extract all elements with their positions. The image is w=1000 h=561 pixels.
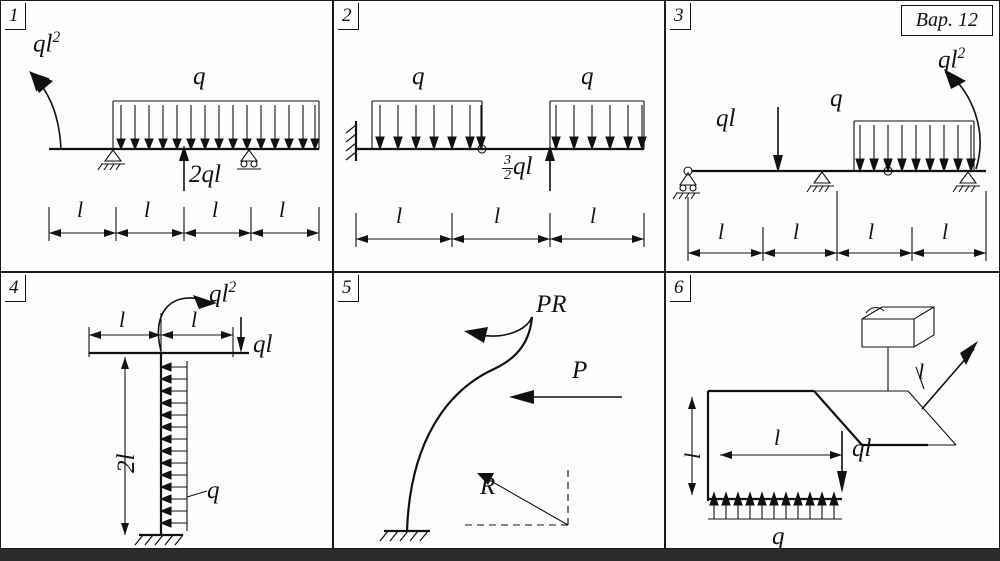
moment-label: $ql^2$ (938, 45, 966, 74)
panel-1 (0, 0, 333, 272)
panel-number: 1 (5, 3, 26, 30)
dim-label-2: l (793, 219, 800, 244)
load-q-right-label: q (581, 63, 594, 90)
dim-label-1: l (718, 219, 725, 244)
load-q-label: q (193, 63, 206, 90)
force-p-label: P (572, 357, 588, 384)
panel-number: 5 (338, 275, 359, 302)
panel-number: 4 (5, 275, 26, 302)
dim-label-1: l (77, 197, 84, 222)
panel-6 (665, 272, 1000, 549)
radius-label: R (480, 473, 496, 500)
panel-2 (333, 0, 665, 272)
dim-label-4: l (279, 197, 286, 222)
dim-horiz-label: l (774, 425, 781, 450)
bottom-bar (0, 549, 1000, 561)
dim-label-2: l (144, 197, 151, 222)
panel-number: 3 (670, 3, 691, 30)
force-ql-label: ql (716, 105, 736, 132)
moment-label: $ql^2$ (209, 279, 237, 308)
height-label: 2l (113, 453, 140, 473)
load-q-left-label: q (412, 63, 425, 90)
force-ql-label: ql (253, 331, 273, 358)
dim-label-2: l (191, 307, 198, 332)
panel-4-figure (1, 273, 333, 549)
dim-label-3: l (212, 197, 219, 222)
load-q-label: q (830, 85, 843, 112)
dim-label-3: l (590, 203, 597, 228)
variant-badge: Вар. 12 (901, 5, 993, 36)
panel-6-figure (666, 273, 1000, 549)
dim-label-1: l (396, 203, 403, 228)
panel-number: 2 (338, 3, 359, 30)
load-q-label: q (207, 477, 220, 504)
load-q-label: q (772, 523, 785, 549)
force-ql-label: ql (852, 435, 872, 462)
panel-3-figure (666, 1, 1000, 272)
dim-vert-label: l (680, 452, 705, 459)
dim-label-4: l (942, 219, 949, 244)
panel-3 (665, 0, 1000, 272)
panel-2-figure (334, 1, 665, 272)
dim-depth-label: l (918, 359, 925, 384)
force-2ql-label: 2ql (189, 161, 221, 188)
dim-label-1: l (119, 307, 126, 332)
panel-4 (0, 272, 333, 549)
panel-number: 6 (670, 275, 691, 302)
panel-5-figure (334, 273, 665, 549)
moment-pr-label: PR (536, 291, 567, 318)
panel-5 (333, 272, 665, 549)
dim-label-3: l (868, 219, 875, 244)
moment-label: $ql^2$ (33, 29, 61, 58)
dim-label-2: l (494, 203, 501, 228)
force-label: $\frac{3}{2}$ ql (504, 152, 533, 183)
